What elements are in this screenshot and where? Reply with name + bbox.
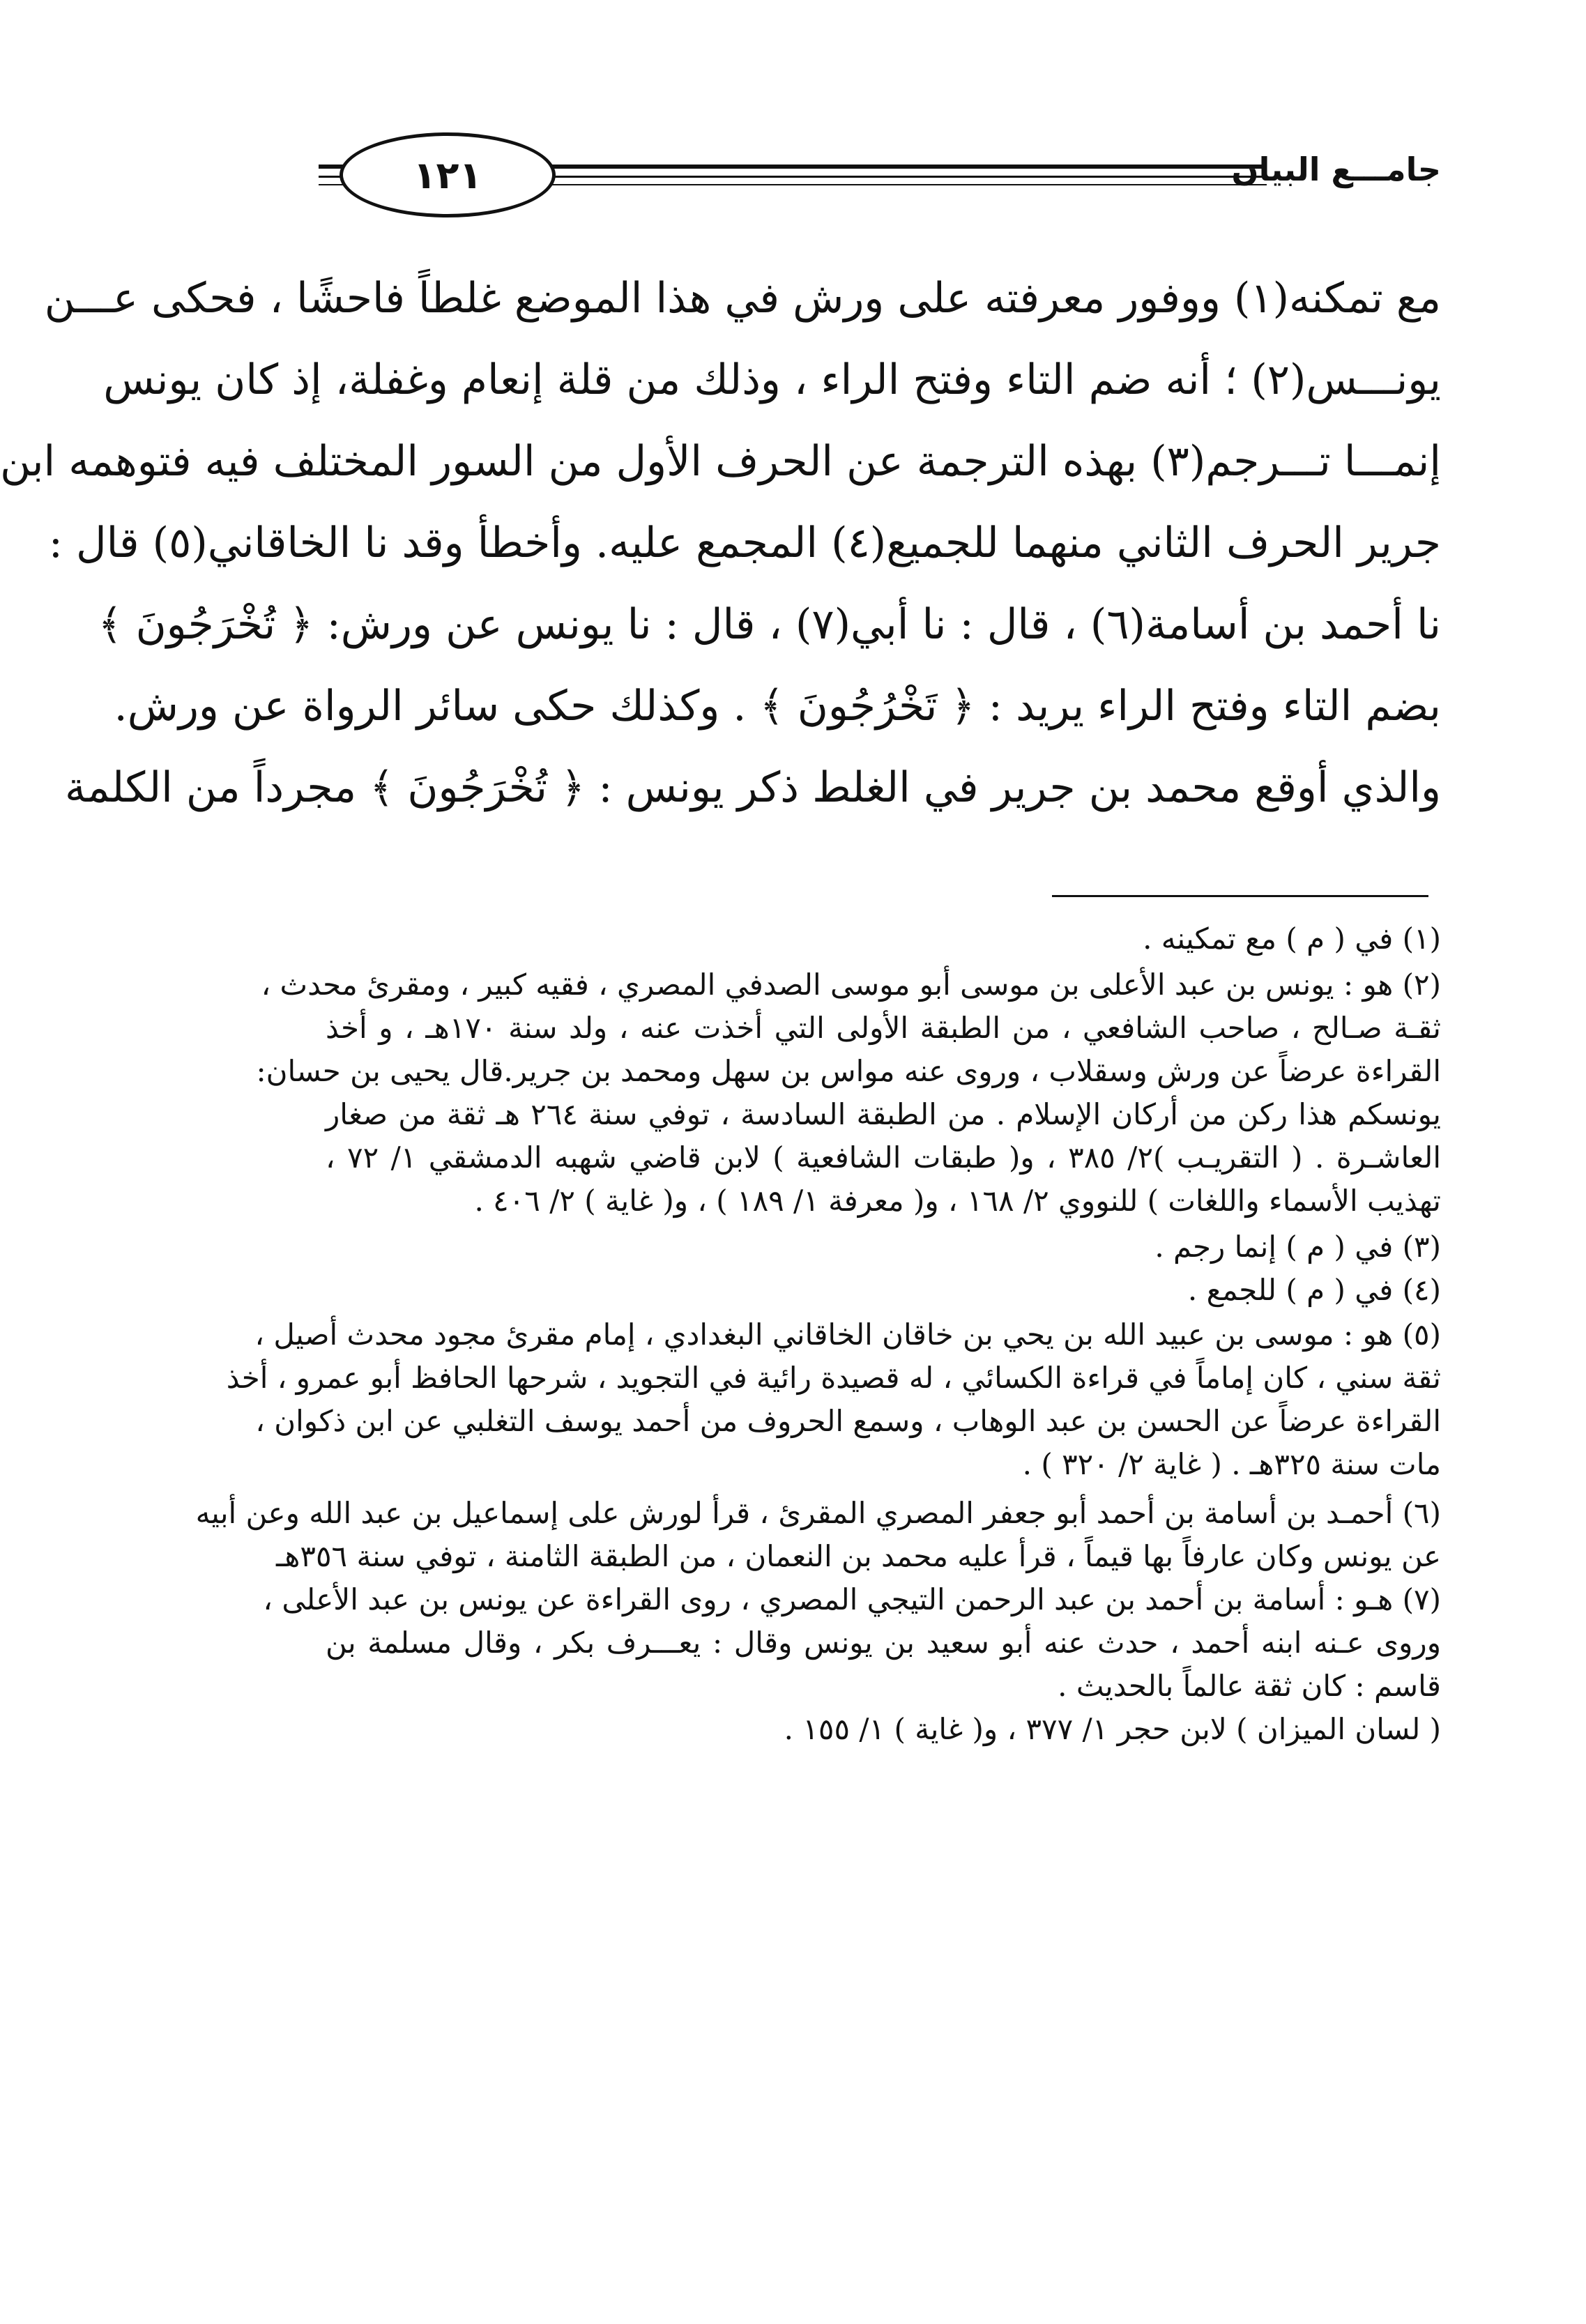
book-title: جامـــع البيان bbox=[1231, 151, 1441, 188]
footnote-line: (٥) هو : موسى بن عبيد الله بن يحي بن خاقان الخاقاني البغدادي ، إمام مقرئ مجود محدث أصيل ، bbox=[254, 1317, 1441, 1352]
page-number: ١٢١ bbox=[340, 132, 556, 217]
main-line: جرير الحرف الثاني منهما للجميع(٤) المجمع عليه. وأخطأ وقد نا الخاقاني(٥) قال : bbox=[48, 519, 1441, 567]
footnote-line: القراءة عرضاً عن الحسن بن عبد الوهاب ، وسمع الحروف من أحمد يوسف التغلبي عن ابن ذكوان ، bbox=[255, 1404, 1441, 1438]
footnote-line: تهذيب الأسماء واللغات ) للنووي ٢/ ١٦٨ ، و( معرفة ١/ ١٨٩ ) ، و( غاية ) ٢/ ٤٠٦ . bbox=[474, 1184, 1441, 1218]
footnote-line: وروى عـنه ابنه أحمد ، حدث عنه أبو سعيد بن يونس وقال : يعـــرف بكر ، وقال مسلمة بن bbox=[326, 1626, 1441, 1660]
footnote-line: (١) في ( م ) مع تمكينه . bbox=[1143, 922, 1441, 956]
footnote-line: القراءة عرضاً عن ورش وسقلاب ، وروى عنه مواس بن سهل ومحمد بن جرير.قال يحيى بن حسان: bbox=[256, 1054, 1441, 1088]
main-line: إنمـــا تـــرجم(٣) بهذه الترجمة عن الحرف الأول من السور المختلف فيه فتوهمه ابن bbox=[0, 437, 1441, 486]
footnote-line: (٧) هـو : أسامة بن أحمد بن عبد الرحمن التيجي المصري ، روى القراءة عن يونس بن عبد الأعلى ، bbox=[263, 1582, 1441, 1616]
footnote-line: قاسم : كان ثقة عالماً بالحديث . bbox=[1058, 1669, 1441, 1703]
footnote-line: (٦) أحمـد بن أسامة بن أحمد أبو جعفر المصري المقرئ ، قرأ لورش على إسماعيل بن عبد الله وعن أبيه bbox=[195, 1496, 1441, 1530]
footnote-line: (٣) في ( م ) إنما رجم . bbox=[1154, 1230, 1441, 1264]
main-line: والذي أوقع محمد بن جرير في الغلط ذكر يونس : ﴿ تُخْرَجُونَ ﴾ مجرداً من الكلمة bbox=[64, 763, 1441, 812]
footnote-line: ( لسان الميزان ) لابن حجر ١/ ٣٧٧ ، و( غاية ) ١/ ١٥٥ . bbox=[784, 1712, 1441, 1746]
footnote-line: مات سنة ٣٢٥هـ . ( غاية ٢/ ٣٢٠ ) . bbox=[1022, 1447, 1441, 1481]
footnote-line: يونسكم هذا ركن من أركان الإسلام . من الطبقة السادسة ، توفي سنة ٢٦٤ هـ ثقة من صغار bbox=[326, 1097, 1442, 1131]
footnote-line: ثقـة صـالح ، صاحب الشافعي ، من الطبقة الأولى التي أخذت عنه ، ولد سنة ١٧٠هـ ، و أخذ bbox=[326, 1011, 1441, 1045]
main-line: مع تمكنه(١) ووفور معرفته على ورش في هذا الموضع غلطاً فاحشًا ، فحكى عـــن bbox=[44, 274, 1441, 323]
main-line: نا أحمد بن أسامة(٦) ، قال : نا أبي(٧) ، قال : نا يونس عن ورش: ﴿ تُخْرَجُونَ ﴾ bbox=[98, 600, 1441, 649]
main-text bbox=[0, 258, 1441, 829]
footnote-separator bbox=[1052, 895, 1428, 897]
page-header bbox=[298, 125, 1441, 216]
footnote-line: العاشـرة . ( التقريـب )٢/ ٣٨٥ ، و( طبقات الشافعية ) لابن قاضي شهبه الدمشقي ١/ ٧٢ ، bbox=[326, 1140, 1441, 1175]
main-line: يونـــس(٢) ؛ أنه ضم التاء وفتح الراء ، وذلك من قلة إنعام وغفلة، إذ كان يونس bbox=[103, 356, 1441, 404]
footnote-line: (٤) في ( م ) للجمع . bbox=[1187, 1273, 1441, 1307]
footnote-line: (٢) هو : يونس بن عبد الأعلى بن موسى أبو موسى الصدفي المصري ، فقيه كبير ، ومقرئ محدث ، bbox=[261, 968, 1441, 1002]
footnote-line: ثقة سني ، كان إماماً في قراءة الكسائي ، له قصيدة رائية في التجويد ، شرحها الحافظ أبو عمرو ، أخذ bbox=[226, 1361, 1441, 1395]
main-line: بضم التاء وفتح الراء يريد : ﴿ تَخْرُجُونَ ﴾ . وكذلك حكى سائر الرواة عن ورش. bbox=[114, 682, 1441, 731]
footnote-line: عن يونس وكان عارفاً بها قيماً ، قرأ عليه محمد بن النعمان ، من الطبقة الثامنة ، توفي سنة ٣٥٦هـ bbox=[275, 1539, 1441, 1573]
